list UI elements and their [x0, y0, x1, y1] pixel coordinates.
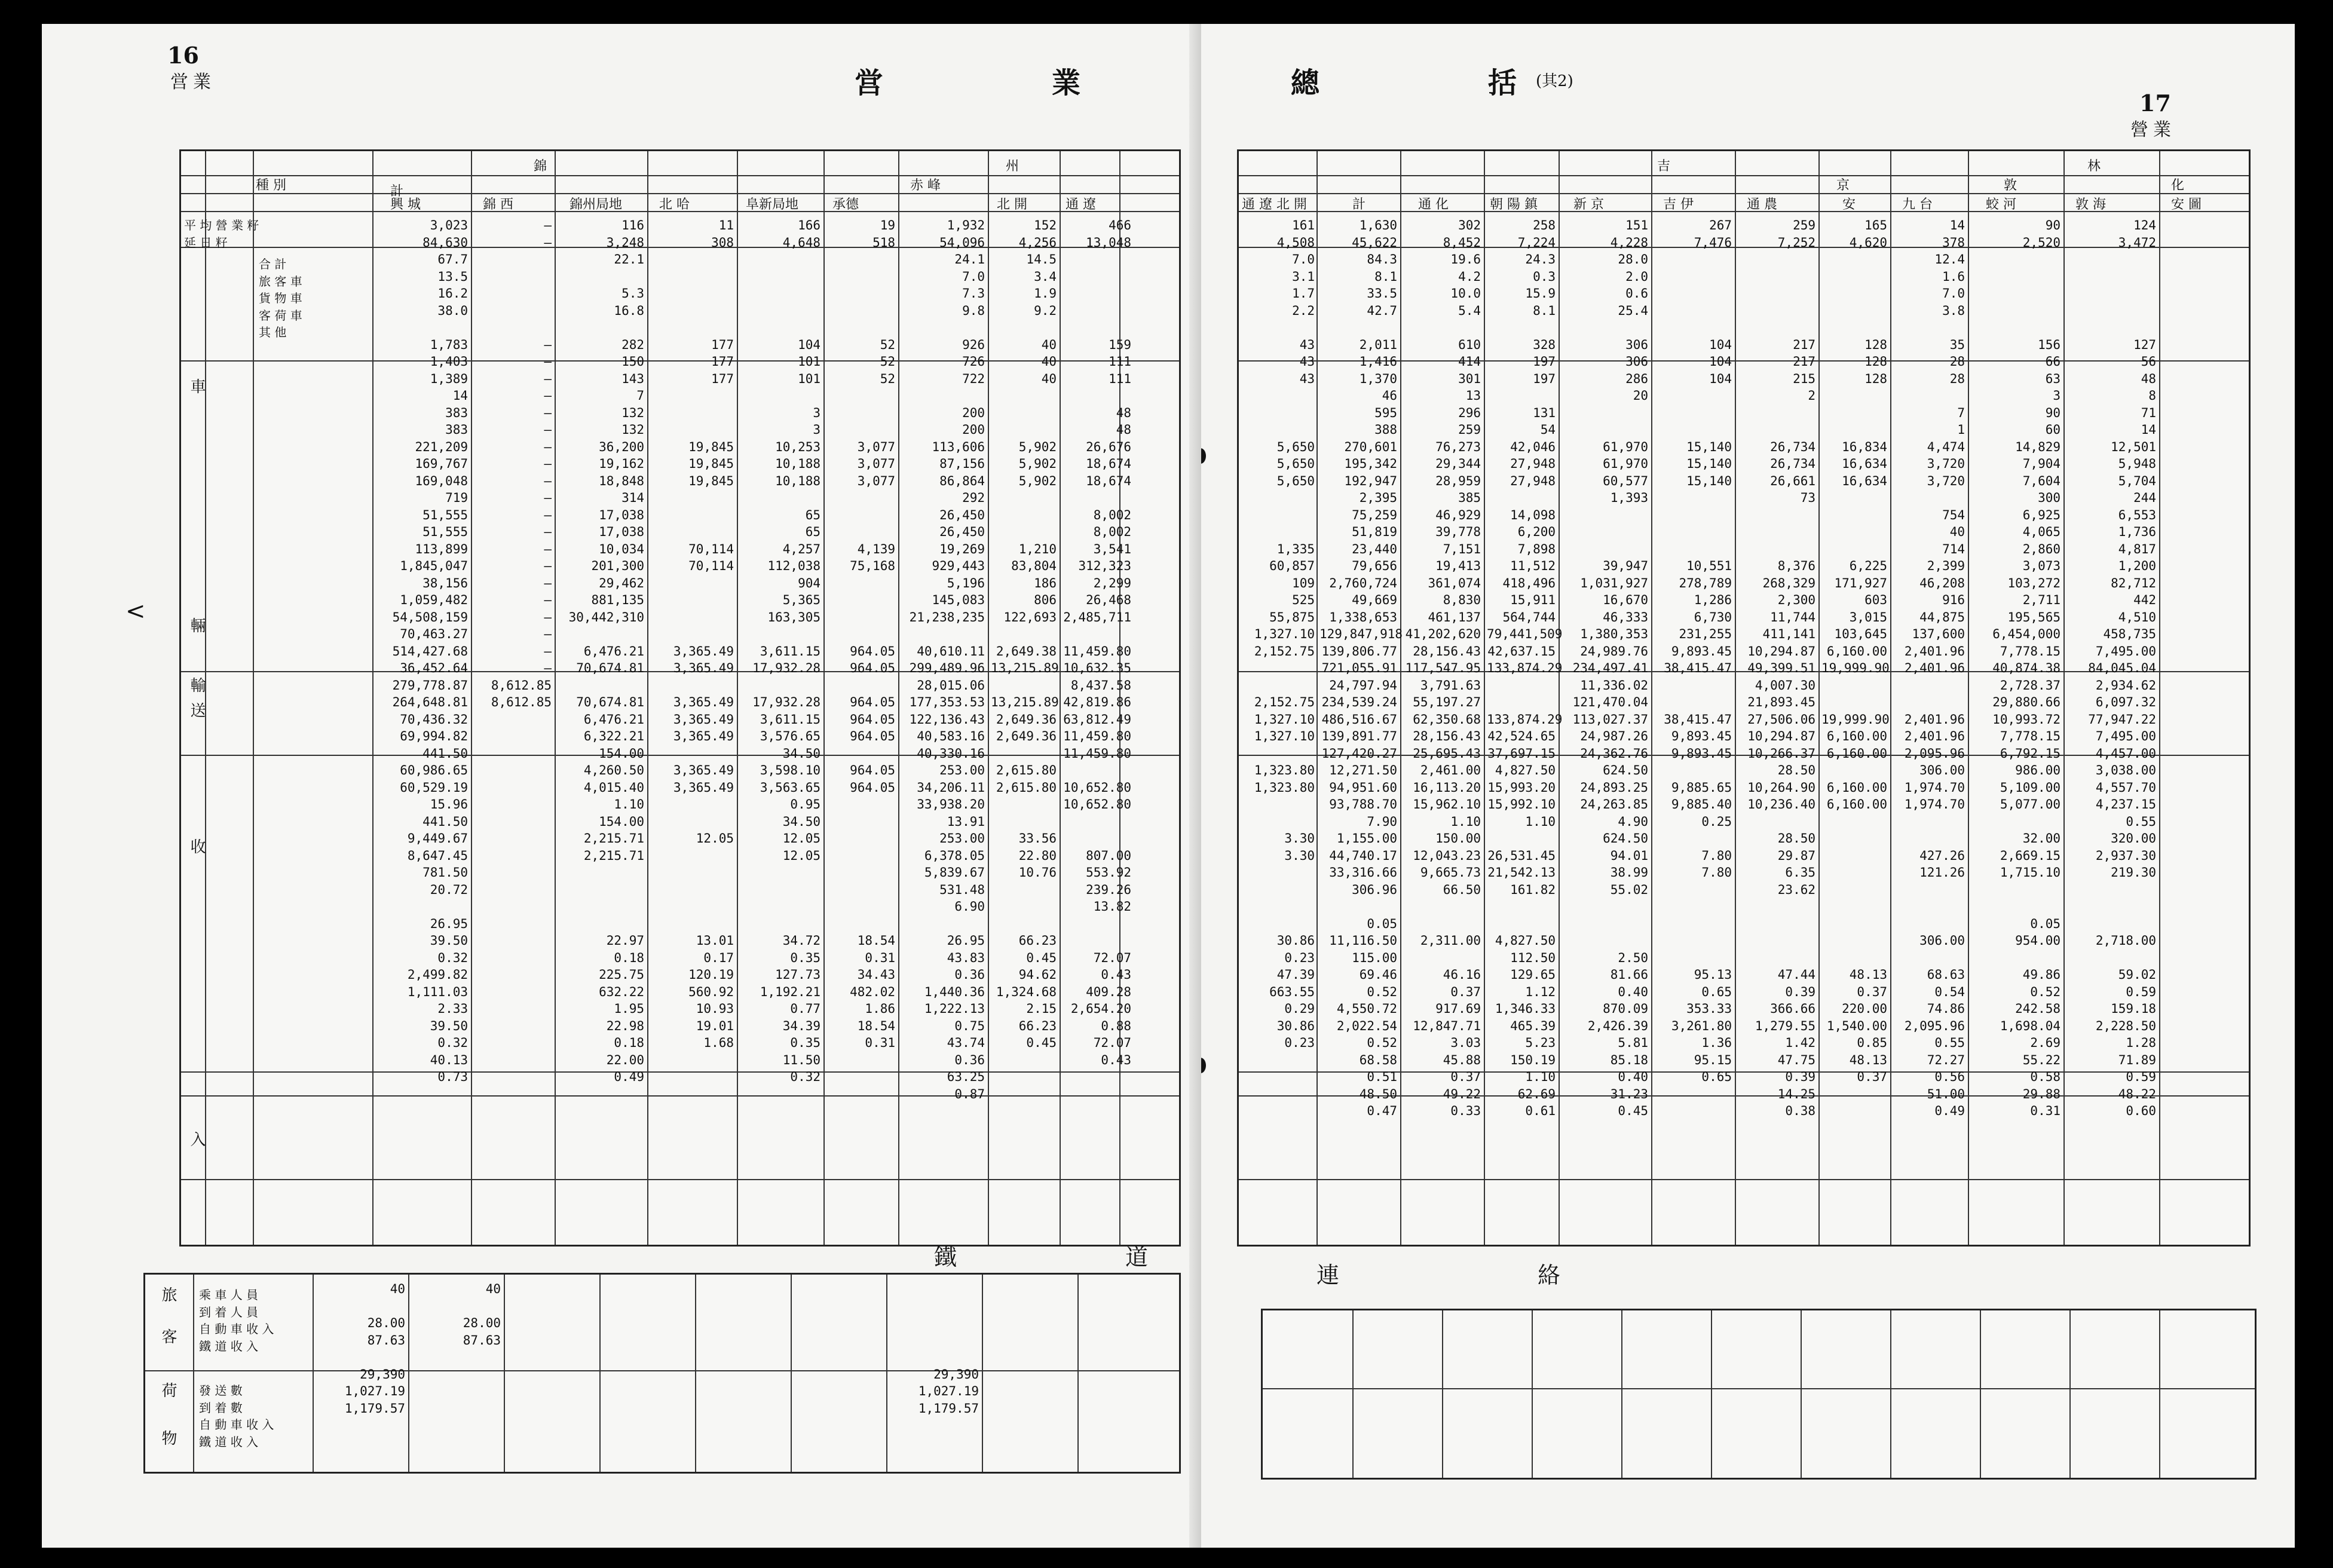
left-bottom-column-2: 40 28.00 87.63	[463, 1282, 501, 1348]
title-note: (其2)	[1536, 72, 1573, 90]
header-col-3: 錦州局地	[570, 197, 623, 212]
header-sub-jing: 京	[1836, 178, 1850, 193]
right-column-7: 259 7,252 217 217 215 2 26,734 26,734 26,661 73 8,376 268,329 2,300 11,744 411,141 10,294.87 49,399.51 4,007.30 21,893.45 27,506.06 10,294.87 10,266.37 28.50 10,264.90 10,236.40 28.50 29.87 6.35 23.62 47.44 0.39 366.66 1,279.55 1.42 47.75 0.39 14.25 0.38	[1747, 218, 1815, 1118]
left-column-1: 3,023 84,630 67.7 13.5 16.2 38.0 1,783 1,403 1,389 14 383 383 221,209 169,767 169,048 719 51,555 51,555 113,899 1,845,047 38,156 1,059,482 54,508,159 70,463.27 514,427.68 36,452.64 279,778.87 264,648.81 70,436.32 69,994.82 441.50 60,986.65 60,529.19 15.96 441.50 9,449.67 8,647.45 781.50 20.72 26.95 39.50 0.32 2,499.82 1,111.03 2.33 39.50 0.32 40.13 0.73	[392, 218, 468, 1084]
header-sub-chifeng: 赤 峰	[910, 178, 941, 193]
section-label-right: 營業	[2130, 120, 2176, 140]
bottom-side-guest: 客	[159, 1328, 177, 1346]
header-col-r8: 安	[1842, 197, 1856, 212]
right-column-5: 151 4,228 28.0 2.0 0.6 25.4 306 306 286 20 61,970 61,970 60,577 1,393 39,947 1,031,927 16,670 46,333 1,380,353 24,989.76 234,497.41 11,336.02 121,470.04 113,027.37 24,987.26 24,362.76 624.50 24,893.25 24,263.85 4.90 624.50 94.01 38.99 55.02 2.50 81.66 0.40 870.09 2,426.39 5.81 85.18 0.40 31.23 0.45	[1572, 218, 1648, 1118]
railway-label: 鐵	[934, 1244, 957, 1270]
railway-label-2: 道	[1125, 1244, 1149, 1270]
header-col-5: 阜新局地	[746, 197, 799, 212]
right-column-6: 267 7,476 104 104 104 15,140 15,140 15,140 10,551 278,789 1,286 6,730 231,255 9,893.45 38,415.47 38,415.47 9,893.45 9,893.45 9,885.65 9,885.40 0.25 7.80 7.80 95.13 0.65 353.33 3,261.80 1.36 95.15 0.65	[1664, 218, 1732, 1084]
left-column-6: 19 518 52 52 52 3,077 3,077 3,077 4,139 75,168 964.05 964.05 964.05 964.05 964.05 964.05 964.05 18.54 0.31 34.43 482.02 1.86 18.54 0.31	[850, 218, 895, 1050]
title-char-1: 営	[855, 66, 884, 100]
page-number-right: 17	[2139, 90, 2171, 117]
left-column-7: 1,932 54,096 24.1 7.0 7.3 9.8 926 726 722 200 200 113,606 87,156 86,864 292 26,450 26,450 19,269 929,443 5,196 145,083 21,238,235 40,610.11 299,489.96 28,015.06 177,353.53 122,136.43 40,583.16 40,330.16 253.00 34,206.11 33,938.20 13.91 253.00 6,378.05 5,839.67 531.48 6.90 26.95 43.83 0.36 1,440.36 1,222.13 0.75 43.74 0.36 63.25 0.87	[909, 218, 985, 1101]
bottom-stub-freight: 發 送 數 到 着 數 自 動 車 收 入 鐵 道 收 入	[199, 1383, 274, 1449]
right-column-2: 1,630 45,622 84.3 8.1 33.5 42.7 2,011 1,416 1,370 46 595 388 270,601 195,342 192,947 2,395 75,259 51,819 23,440 79,656 2,760,724 49,669 1,338,653 129,847,918 139,806.77 721,055.91 24,797.94 234,539.24 486,516.67 139,891.77 127,420.27 12,271.50 94,951.60 93,788.70 7.90 1,155.00 44,740.17 33,316.66 306.96 0.05 11,116.50 115.00 69.46 0.52 4,550.72 2,022.54 0.52 68.58 0.51 48.50 0.47	[1319, 218, 1403, 1118]
bottom-side-passenger: 旅	[159, 1287, 177, 1304]
header-region: 錦	[534, 159, 547, 174]
bottom-side-cargo: 荷	[159, 1382, 177, 1400]
header-col-r4: 朝 陽 鎮	[1490, 197, 1538, 212]
side-label-vehicle: 輛	[188, 617, 206, 635]
header-col-r10: 蛟 河	[1986, 197, 2016, 212]
left-column-8: 152 4,256 14.5 3.4 1.9 9.2 40 40 40 5,902 5,902 5,902 1,210 83,804 186 806 122,693 2,649.38 13,215.89 13,215.89 2,649.36 2,649.36 2,615.80 2,615.80 33.56 22.80 10.76 66.23 0.45 94.62 1,324.68 2.15 66.23 0.45	[991, 218, 1059, 1050]
header-col-r2: 計	[1352, 197, 1366, 212]
main-table-left	[179, 149, 1181, 1247]
binding-hole-2	[1201, 1058, 1206, 1073]
title-char-4: 括	[1488, 66, 1517, 100]
header-col-r7: 通 農	[1747, 197, 1777, 212]
title-char-2: 業	[1052, 66, 1081, 100]
page-number-left: 16	[167, 42, 199, 69]
bottom-stub-passengers: 乘 車 人 員 到 着 人 員 自 動 車 收 入 鐵 道 收 入	[199, 1288, 274, 1353]
left-column-5: 166 4,648 104 101 101 3 3 10,253 10,188 10,188 65 65 4,257 112,038 904 5,365 163,305 3,611.15 17,932.28 17,932.28 3,611.15 3,576.65 34.50 3,598.10 3,563.65 0.95 34.50 12.05 12.05 34.72 0.35 127.73 1,192.21 0.77 34.39 0.35 11.50 0.32	[752, 218, 820, 1084]
header-col-r1: 通 遼 北 開	[1242, 197, 1307, 212]
caret-mark: <	[125, 598, 146, 625]
row-kind-label: 種 別	[256, 178, 286, 193]
binding-hole-1	[1201, 448, 1206, 464]
left-column-2: — — — — — — — — — — — — — — — — — — — — — — 8,612.85 8,612.85	[491, 218, 552, 709]
header-region-2: 州	[1006, 159, 1019, 174]
right-page	[1201, 24, 2295, 1548]
header-col-4: 北 哈	[659, 197, 690, 212]
bottom-table-left	[143, 1244, 1181, 1474]
header-col-r5: 新 京	[1573, 197, 1604, 212]
side-label-revenue: 收	[188, 838, 206, 856]
left-bottom-column-3: 29,390 1,027.19 1,179.57	[918, 1367, 979, 1416]
stub-top: 平 均 營 業 籽 延 日 籽	[184, 218, 259, 250]
header-col-6: 承德	[832, 197, 859, 212]
header-col-r6: 吉 伊	[1663, 197, 1694, 212]
right-column-11: 124 3,472 127 56 48 8 71 14 12,501 5,948 5,704 244 6,553 1,736 4,817 1,200 82,712 442 4,510 458,735 7,495.00 84,045.04 2,934.62 6,097.32 77,947.22 7,495.00 4,457.00 3,038.00 4,557.70 4,237.15 0.55 320.00 2,937.30 219.30 2,718.00 59.02 0.59 159.18 2,228.50 1.28 71.89 0.59 48.22 0.60	[2088, 218, 2156, 1118]
header-region-right: 吉	[1657, 159, 1671, 174]
header-col-r12: 安 圖	[2171, 197, 2202, 212]
stub-vehicles: 合 計 旅 客 車 貨 物 車 客 荷 車 其 他	[259, 257, 302, 339]
header-col-r3: 通 化	[1418, 197, 1449, 212]
right-column-10: 90 2,520 156 66 63 3 90 60 14,829 7,904 7,604 300 6,925 4,065 2,860 3,073 103,272 2,711 195,565 6,454,000 7,778.15 40,874.38 2,728.37 29,880.66 10,993.72 7,778.15 6,792.15 986.00 5,109.00 5,077.00 32.00 2,669.15 1,715.10 0.05 954.00 49.86 0.52 242.58 1,698.04 2.69 55.22 0.58 29.88 0.31	[1992, 218, 2060, 1118]
header-col-r9: 九 台	[1902, 197, 1933, 212]
left-column-3: 116 3,248 22.1 5.3 16.8 282 150 143 7 132 132 36,200 19,162 18,848 314 17,038 17,038 10,034 201,300 29,462 881,135 30,442,310 6,476.21 70,674.81 70,674.81 6,476.21 6,322.21 154.00 4,260.50 4,015.40 1.10 154.00 2,215.71 2,215.71 22.97 0.18 225.75 632.22 1.95 22.98 0.18 22.00 0.49	[568, 218, 644, 1084]
header-total: 計	[390, 184, 404, 199]
left-bottom-column-1: 40 28.00 87.63 29,390 1,027.19 1,179.57	[344, 1282, 405, 1416]
left-column-4: 11 308 177 177 177 19,845 19,845 19,845 70,114 70,114 3,365.49 3,365.49 3,365.49 3,365.49 3,365.49 3,365.49 3,365.49 12.05 13.01 0.17 120.19 560.92 10.93 19.01 1.68	[673, 218, 734, 1050]
header-region-right-2: 林	[2087, 159, 2101, 174]
header-col-2: 錦 西	[483, 197, 513, 212]
section-label-left: 営業	[170, 72, 216, 93]
left-column-9: 466 13,048 159 111 111 48 48 26,676 18,674 18,674 8,002 8,002 3,541 312,323 2,299 26,468 2,485,711 11,459.80 10,632.35 8,437.58 42,819.86 63,812.49 11,459.80 11,459.80 10,652.80 10,652.80 807.00 553.92 239.26 13.82 72.07 0.43 409.28 2,654.20 0.88 72.07 0.43	[1063, 218, 1131, 1067]
right-column-1: 161 4,508 7.0 3.1 1.7 2.2 43 43 43 5,650 5,650 5,650 1,335 60,857 109 525 55,875 1,327.10 2,152.75 2,152.75 1,327.10 1,327.10 1,323.80 1,323.80 3.30 3.30 30.86 0.23 47.39 663.55 0.29 30.86 0.23	[1254, 218, 1315, 1050]
header-col-7: 北 開	[997, 197, 1027, 212]
header-col-1: 興 城	[390, 197, 421, 212]
header-sub-dun: 敦	[2004, 178, 2017, 193]
connect-label-2: 絡	[1538, 1262, 1561, 1288]
right-column-9: 14 378 12.4 1.6 7.0 3.8 35 28 28 7 1 4,474 3,720 3,720 754 40 714 2,399 46,208 916 44,875 137,600 2,401.96 2,401.96 2,401.96 2,401.96 2,095.96 306.00 1,974.70 1,974.70 427.26 121.26 306.00 68.63 0.54 74.86 2,095.96 0.55 72.27 0.56 51.00 0.49	[1904, 218, 1965, 1118]
header-col-r11: 敦 海	[2075, 197, 2106, 212]
title-char-3: 總	[1291, 66, 1320, 100]
left-page	[42, 24, 1201, 1548]
header-col-8: 通 遼	[1066, 197, 1096, 212]
right-column-4: 258 7,224 24.3 0.3 15.9 8.1 328 197 197 131 54 42,046 27,948 27,948 14,098 6,200 7,898 11,512 418,496 15,911 564,744 79,441,509 42,637.15 133,874.29 133,874.29 42,524.65 37,697.15 4,827.50 15,993.20 15,992.10 1.10 26,531.45 21,542.13 161.82 4,827.50 112.50 129.65 1.12 1,346.33 465.39 5.23 150.19 1.10 62.69 0.61	[1487, 218, 1563, 1118]
right-column-8: 165 4,620 128 128 128 16,834 16,634 16,634 6,225 171,927 603 3,015 103,645 6,160.00 19,999.90 19,999.90 6,160.00 6,160.00 6,160.00 6,160.00 48.13 0.37 220.00 1,540.00 0.85 48.13 0.37	[1821, 218, 1890, 1084]
bottom-side-goods: 物	[159, 1430, 177, 1448]
side-label-car: 車	[188, 378, 206, 396]
right-column-3: 302 8,452 19.6 4.2 10.0 5.4 610 414 301 13 296 259 76,273 29,344 28,959 385 46,929 39,778 7,151 19,413 361,074 8,830 461,137 41,202,620 28,156.43 117,547.95 3,791.63 55,197.27 62,350.68 28,156.43 25,695.43 2,461.00 16,113.20 15,962.10 1.10 150.00 12,043.23 9,665.73 66.50 2,311.00 46.16 0.37 917.69 12,847.71 3.03 45.88 0.37 49.22 0.33	[1405, 218, 1481, 1118]
main-table-right	[1237, 149, 2251, 1247]
connect-label: 連	[1316, 1262, 1340, 1288]
side-label-transport: 輸 送	[188, 677, 206, 721]
side-label-entry: 入	[188, 1131, 206, 1149]
header-sub-hua: 化	[2171, 178, 2185, 193]
bottom-table-right	[1261, 1262, 2257, 1480]
